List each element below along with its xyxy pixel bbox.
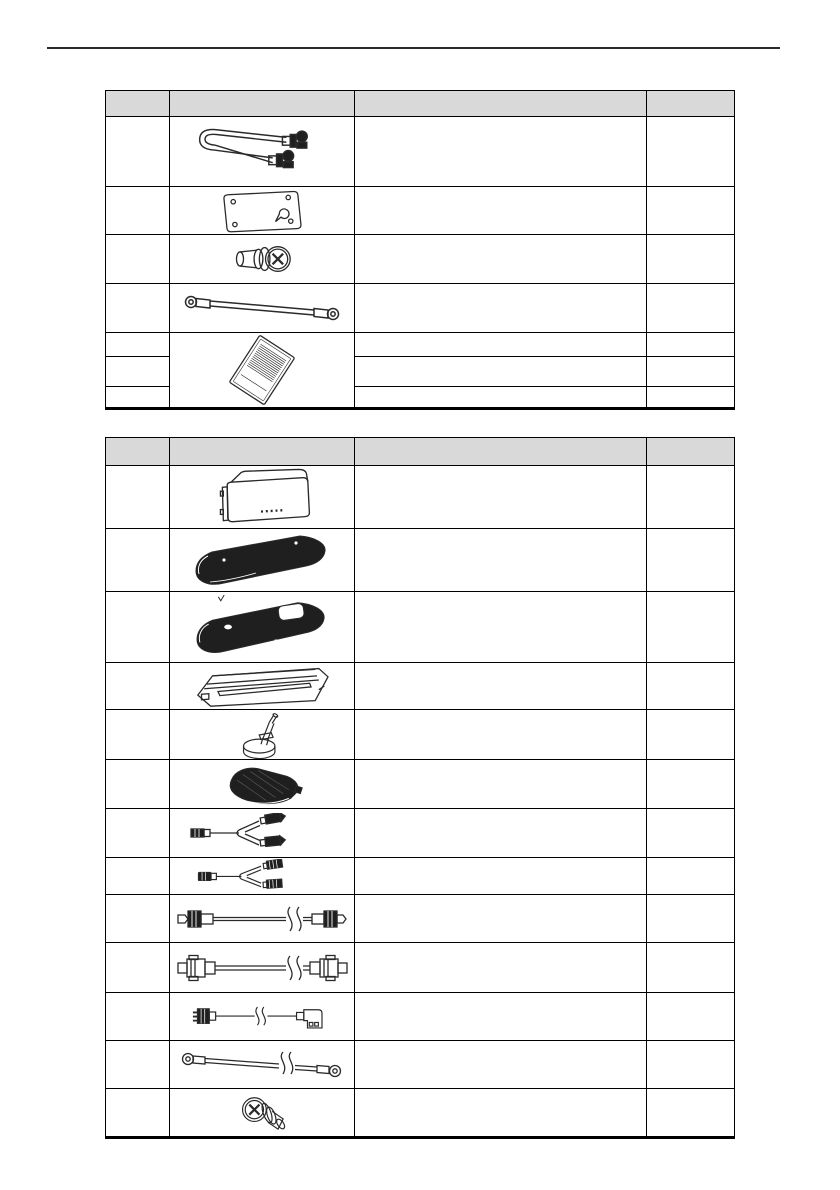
description-cell bbox=[355, 466, 647, 529]
item-cell bbox=[106, 592, 170, 663]
y-branch-cable-1-icon bbox=[187, 813, 337, 853]
mounting-rail-icon bbox=[186, 664, 338, 708]
item-cell bbox=[106, 387, 170, 409]
item-cell bbox=[106, 529, 170, 592]
qty-cell bbox=[647, 1089, 735, 1138]
description-cell bbox=[355, 760, 647, 809]
item-cell bbox=[106, 858, 170, 895]
description-cell bbox=[355, 592, 647, 663]
description-cell bbox=[355, 943, 647, 993]
qty-cell bbox=[647, 529, 735, 592]
u-shaped-antenna-cable-icon bbox=[189, 124, 335, 180]
item-cell bbox=[106, 333, 170, 357]
qty-cell bbox=[647, 710, 735, 760]
parts-row bbox=[106, 895, 735, 943]
image-cell bbox=[170, 284, 355, 333]
parts-table-2 bbox=[105, 437, 735, 1139]
connector-extension-cable-2-icon bbox=[174, 946, 350, 990]
parts-row bbox=[106, 187, 735, 235]
image-cell bbox=[170, 466, 355, 529]
right-angle-connector-cable-icon bbox=[182, 997, 342, 1037]
qty-cell bbox=[647, 284, 735, 333]
qty-cell bbox=[647, 187, 735, 235]
description-cell bbox=[355, 809, 647, 858]
image-cell bbox=[170, 333, 355, 409]
parts-row bbox=[106, 235, 735, 284]
page-header-rule bbox=[47, 47, 780, 49]
qty-cell bbox=[647, 333, 735, 357]
document-booklet-icon bbox=[214, 334, 310, 406]
description-cell bbox=[355, 710, 647, 760]
ring-terminal-extension-cable-icon bbox=[179, 1048, 345, 1082]
item-cell bbox=[106, 809, 170, 858]
y-branch-cable-2-icon bbox=[187, 859, 337, 893]
item-cell bbox=[106, 235, 170, 284]
qty-cell bbox=[647, 809, 735, 858]
item-cell bbox=[106, 895, 170, 943]
item-cell bbox=[106, 760, 170, 809]
image-cell bbox=[170, 592, 355, 663]
parts-row bbox=[106, 1041, 735, 1089]
header-cell-col-1 bbox=[106, 91, 170, 117]
parts-row bbox=[106, 710, 735, 760]
pan-head-screw-washer-icon bbox=[220, 237, 304, 281]
qty-cell bbox=[647, 858, 735, 895]
qty-cell bbox=[647, 357, 735, 387]
item-cell bbox=[106, 710, 170, 760]
image-cell bbox=[170, 895, 355, 943]
header-cell-col-qty bbox=[647, 438, 735, 466]
parts-row bbox=[106, 760, 735, 809]
qty-cell bbox=[647, 663, 735, 710]
item-cell bbox=[106, 117, 170, 187]
image-cell bbox=[170, 943, 355, 993]
parts-row bbox=[106, 333, 735, 357]
description-cell bbox=[355, 529, 647, 592]
image-cell bbox=[170, 1089, 355, 1138]
description-cell bbox=[355, 663, 647, 710]
header-cell-col-image bbox=[170, 438, 355, 466]
description-cell bbox=[355, 117, 647, 187]
item-cell bbox=[106, 993, 170, 1041]
device-box-icon bbox=[209, 468, 315, 526]
qty-cell bbox=[647, 466, 735, 529]
image-cell bbox=[170, 117, 355, 187]
header-cell-col-description bbox=[355, 91, 647, 117]
qty-cell bbox=[647, 387, 735, 409]
header-cell-col-image bbox=[170, 91, 355, 117]
parts-row bbox=[106, 943, 735, 993]
header-cell-col-description bbox=[355, 438, 647, 466]
description-cell bbox=[355, 895, 647, 943]
item-cell bbox=[106, 1041, 170, 1089]
item-cell bbox=[106, 284, 170, 333]
description-cell bbox=[355, 357, 647, 387]
qty-cell bbox=[647, 895, 735, 943]
image-cell bbox=[170, 760, 355, 809]
curved-cover-cutout-icon bbox=[187, 595, 337, 659]
parts-row bbox=[106, 284, 735, 333]
item-cell bbox=[106, 357, 170, 387]
description-cell bbox=[355, 1089, 647, 1138]
parts-row bbox=[106, 858, 735, 895]
parts-row bbox=[106, 663, 735, 710]
image-cell bbox=[170, 235, 355, 284]
description-cell bbox=[355, 333, 647, 357]
qty-cell bbox=[647, 592, 735, 663]
ring-terminal-cable-icon bbox=[182, 293, 342, 323]
image-cell bbox=[170, 1041, 355, 1089]
thumbscrew-icon bbox=[233, 711, 291, 759]
curved-cover-icon bbox=[188, 531, 336, 589]
image-cell bbox=[170, 710, 355, 760]
description-cell bbox=[355, 187, 647, 235]
qty-cell bbox=[647, 117, 735, 187]
description-cell bbox=[355, 387, 647, 409]
image-cell bbox=[170, 993, 355, 1041]
description-cell bbox=[355, 1041, 647, 1089]
item-cell bbox=[106, 187, 170, 235]
parts-row bbox=[106, 529, 735, 592]
description-cell bbox=[355, 284, 647, 333]
parts-row bbox=[106, 592, 735, 663]
qty-cell bbox=[647, 235, 735, 284]
header-row bbox=[106, 91, 735, 117]
description-cell bbox=[355, 993, 647, 1041]
header-cell-col-qty bbox=[647, 91, 735, 117]
item-cell bbox=[106, 943, 170, 993]
item-cell bbox=[106, 466, 170, 529]
item-cell bbox=[106, 663, 170, 710]
parts-row bbox=[106, 117, 735, 187]
image-cell bbox=[170, 663, 355, 710]
header-cell-col-1 bbox=[106, 438, 170, 466]
qty-cell bbox=[647, 760, 735, 809]
image-cell bbox=[170, 809, 355, 858]
item-cell bbox=[106, 1089, 170, 1138]
parts-table-1 bbox=[105, 90, 735, 410]
parts-row bbox=[106, 809, 735, 858]
end-cap-cover-icon bbox=[214, 761, 310, 807]
image-cell bbox=[170, 858, 355, 895]
mounting-plate-icon bbox=[208, 189, 316, 233]
description-cell bbox=[355, 235, 647, 284]
header-row bbox=[106, 438, 735, 466]
image-cell bbox=[170, 529, 355, 592]
parts-row bbox=[106, 993, 735, 1041]
parts-row bbox=[106, 1089, 735, 1138]
qty-cell bbox=[647, 993, 735, 1041]
image-cell bbox=[170, 187, 355, 235]
description-cell bbox=[355, 858, 647, 895]
parts-row bbox=[106, 466, 735, 529]
connector-extension-cable-1-icon bbox=[174, 899, 350, 939]
qty-cell bbox=[647, 943, 735, 993]
grommet-screw-icon bbox=[227, 1091, 297, 1135]
qty-cell bbox=[647, 1041, 735, 1089]
